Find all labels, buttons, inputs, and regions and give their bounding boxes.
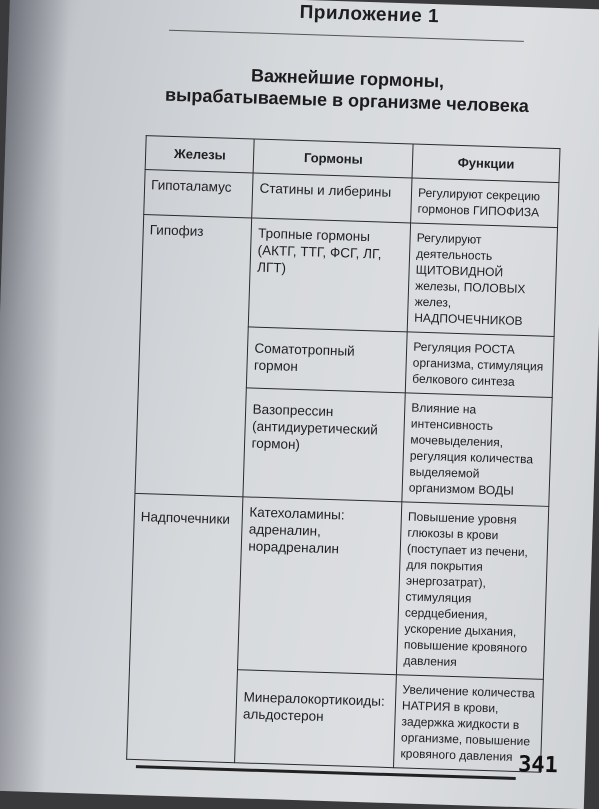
function-cell: Влияние на интенсивность мочевыделения, регуляция количества выделяемой организмом ВОДЫ [402,393,552,507]
header-functions: Функции [412,144,560,183]
header-glands: Железы [145,136,254,173]
function-cell: Повышение уровня глюкозы в крови (поступает из печени, для покрытия энергозатрат), стимуляция сердцебиения, ускорение дыхания, повышение кровяного давления [396,502,548,680]
binding-shadow [0,0,70,792]
header-hormones: Гормоны [254,139,414,178]
page-title [157,61,538,117]
header-rule [169,30,524,42]
hormone-cell: Катехоламины: адреналин, норадреналин [238,497,402,675]
gland-cell: Гипоталамус [144,170,254,218]
hormone-cell: Минералокортикоиды: альдостерон [235,670,396,768]
title-line-1: Важнейшие гормоны, [250,65,445,92]
gland-cell: Гипофиз [135,215,252,497]
hormone-cell: Вазопрессин (антидиуретический гормон) [243,388,405,502]
table-row [140,215,557,337]
hormone-cell: Тропные гормоны (АКТГ, ТТГ, ФСГ, ЛГ, ЛГТ) [249,218,411,332]
function-cell: Увеличение количества НАТРИЯ в крови, задержка жидкости в организме, повышение кровяного давления [394,675,544,773]
function-cell: Регулируют деятельность ЩИТОВИДНОЙ железы, ПОЛОВЫХ желез, НАДПОЧЕЧНИКОВ [407,223,557,337]
table-row [130,493,549,679]
hormones-table [126,135,560,773]
page-number: 341 [517,752,559,779]
function-cell: Регуляция РОСТА организма, стимуляция белкового синтеза [405,332,554,398]
hormone-cell: Статины и либерины [252,173,412,223]
title-line-2: вырабатываемые в организме человека [164,84,530,117]
running-head: Приложение 1 [299,1,440,28]
gland-cell: Надпочечники [127,493,244,762]
function-cell: Регулируют секрецию гормонов ГИПОФИЗА [411,178,559,228]
hormone-cell: Соматотропный гормон [247,327,407,393]
